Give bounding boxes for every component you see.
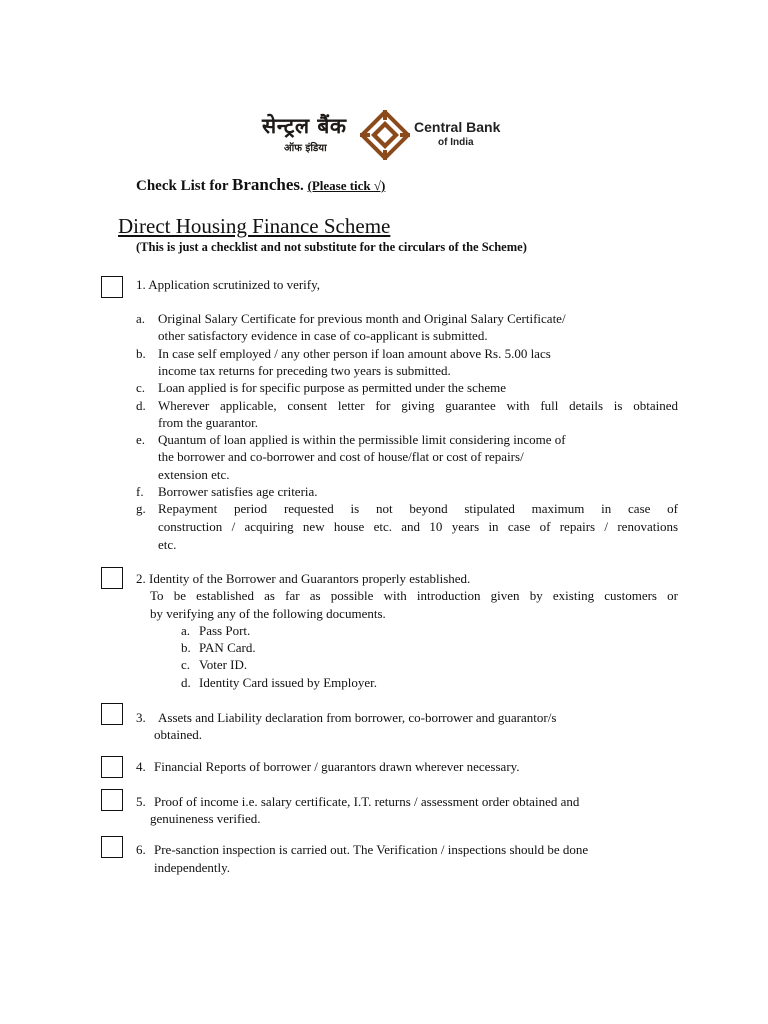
item-1g-line-3: etc. (158, 537, 177, 552)
item-1-text: Application scrutinized to verify, (148, 277, 321, 292)
item-2d-text: Identity Card issued by Employer. (199, 675, 378, 690)
item-1b-line-2: income tax returns for preceding two years is submitted. (158, 363, 451, 378)
logo-hindi-name: सेन्ट्रल बैंक (262, 114, 347, 138)
item-1g-line-2: construction / acquiring new house etc. and 10 years in case of repairs / renovations (158, 519, 678, 534)
item-1-title (136, 276, 320, 293)
checkbox-item-6[interactable] (101, 836, 123, 858)
item-1b-line-1: In case self employed / any other person if loan amount above Rs. 5.00 lacs (158, 346, 551, 361)
bank-logo (262, 110, 512, 162)
item-6-line-1: Pre-sanction inspection is carried out. The Verification / inspections should be done (154, 842, 589, 857)
item-2c-letter: c. (181, 657, 191, 672)
checkbox-item-3[interactable] (101, 703, 123, 725)
item-2c-text: Voter ID. (199, 657, 248, 672)
item-1c-line-1: Loan applied is for specific purpose as permitted under the scheme (158, 380, 506, 395)
item-1c-letter: c. (136, 380, 146, 395)
item-1a-letter: a. (136, 311, 146, 326)
item-1f-letter: f. (136, 484, 144, 499)
item-1e-line-1: Quantum of loan applied is within the permissible limit considering income of (158, 432, 566, 447)
tick-note: (Please tick √) (307, 178, 386, 193)
disclaimer: (This is just a checklist and not substitute for the circulars of the Scheme) (136, 240, 527, 254)
item-5-line-2: genuineness verified. (150, 811, 261, 826)
item-1d-line-1: Wherever applicable, consent letter for giving guarantee with full details is obtained (158, 398, 678, 413)
logo-brand-subtitle: of India (438, 137, 474, 148)
item-1e-line-3: extension etc. (158, 467, 230, 482)
item-1e-letter: e. (136, 432, 146, 447)
checklist-title-dot: . (299, 178, 304, 194)
logo-brand-name: Central Bank (414, 119, 501, 135)
item-4-number: 4. (136, 759, 146, 774)
item-1g-letter: g. (136, 501, 146, 516)
checklist-title-branches: Branches (231, 175, 300, 194)
item-6-number: 6. (136, 842, 146, 857)
checklist-title-text: Check List for (136, 178, 229, 194)
logo-hindi-subtitle: ऑफ इंडिया (284, 143, 327, 154)
bank-emblem-icon (360, 110, 410, 160)
item-6-line-2: independently. (154, 860, 231, 875)
checkbox-item-4[interactable] (101, 756, 123, 778)
item-1a-line-2: other satisfactory evidence in case of co-applicant is submitted. (158, 328, 488, 343)
item-5-number: 5. (136, 794, 146, 809)
item-2d-letter: d. (181, 675, 191, 690)
item-5-line-1: Proof of income i.e. salary certificate, I.T. returns / assessment order obtained and (154, 794, 580, 809)
item-1d-letter: d. (136, 398, 146, 413)
checkbox-item-2[interactable] (101, 567, 123, 589)
item-2b-text: PAN Card. (199, 640, 256, 655)
item-1-number: 1. (136, 277, 146, 292)
item-3-number: 3. (136, 710, 146, 725)
item-2-body-line-1: To be established as far as possible with introduction given by existing customers or (150, 588, 678, 603)
item-1d-line-2: from the guarantor. (158, 415, 258, 430)
item-2-body-line-2: by verifying any of the following documents. (150, 606, 386, 621)
item-2-title (136, 570, 470, 587)
item-4-line-1: Financial Reports of borrower / guarantors drawn wherever necessary. (154, 759, 520, 774)
item-2a-letter: a. (181, 623, 191, 638)
item-1f-line-1: Borrower satisfies age criteria. (158, 484, 318, 499)
checkbox-item-1[interactable] (101, 276, 123, 298)
item-1a-line-1: Original Salary Certificate for previous month and Original Salary Certificate/ (158, 311, 566, 326)
item-2-text: Identity of the Borrower and Guarantors properly established. (149, 571, 471, 586)
checklist-title (136, 175, 385, 195)
scheme-title: Direct Housing Finance Scheme (118, 214, 391, 238)
item-2-number: 2. (136, 571, 146, 586)
item-2a-text: Pass Port. (199, 623, 251, 638)
item-1g-line-1: Repayment period requested is not beyond stipulated maximum in case of (158, 501, 678, 516)
checkbox-item-5[interactable] (101, 789, 123, 811)
item-3-line-1: Assets and Liability declaration from borrower, co-borrower and guarantor/s (158, 710, 557, 725)
item-1b-letter: b. (136, 346, 146, 361)
item-2b-letter: b. (181, 640, 191, 655)
item-3-line-2: obtained. (154, 727, 203, 742)
item-1e-line-2: the borrower and co-borrower and cost of house/flat or cost of repairs/ (158, 449, 524, 464)
